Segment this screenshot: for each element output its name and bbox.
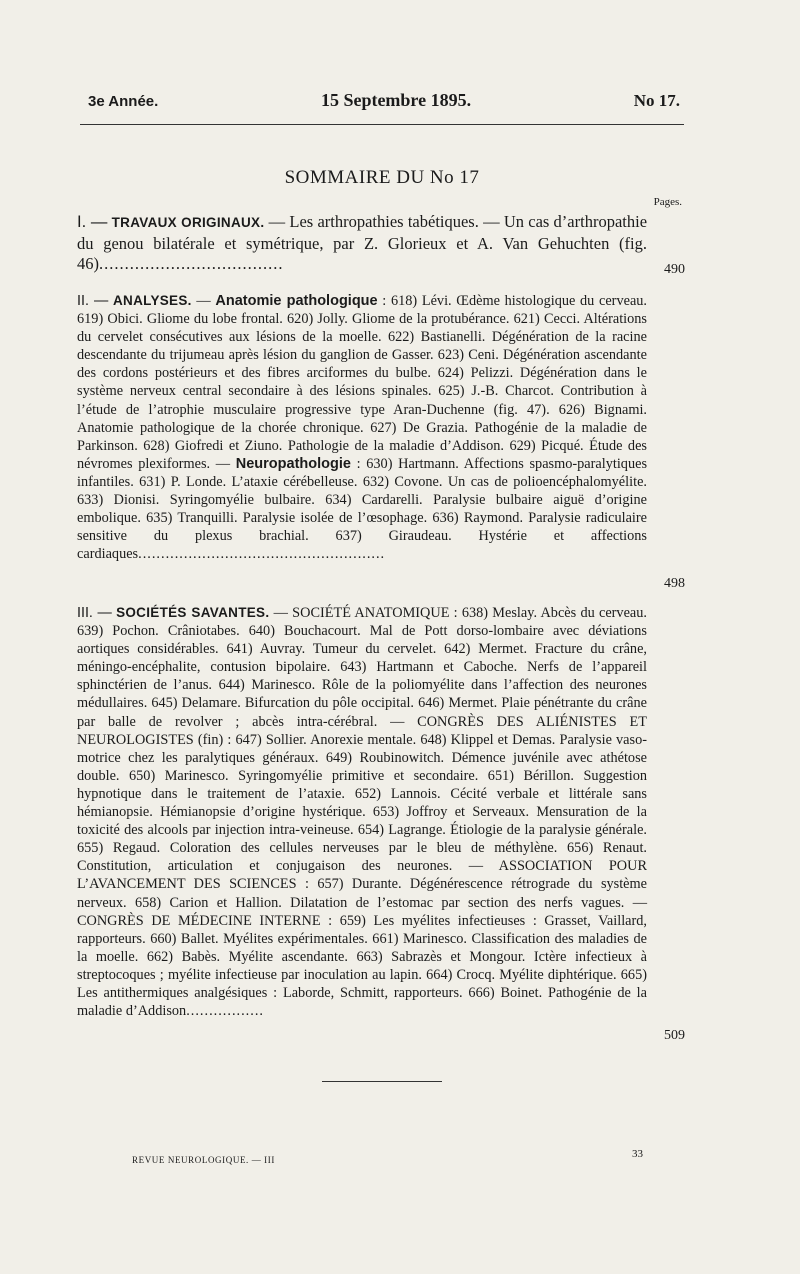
section-analyses [77,292,647,563]
section-number: II. — [77,293,109,309]
section-text: : 630) Hartmann. Affections spasmo-paralytiques infantiles. 631) P. Londe. L’ataxie cérébelleuse. 632) Covone. Un cas de polioencéphalomyélite. 633) Dionisi. Syringomyélie bulbaire. 634) Cardarelli. Paralysie bulbaire aiguë d’origine embolique. 635) Tranquilli. Paralysie isolée de l’œsophage. 636) Raymond. Paralysie radiculaire sensitive du plexus brachial. 637) Giraudeau. Hystérie et affections cardiaques [77,455,648,563]
pages-column-label: Pages. [653,196,682,208]
leader-dots: ................. [186,1003,264,1020]
section-heading: SOCIÉTÉS SAVANTES. [116,605,270,620]
subsection-heading: Neuropathologie [235,455,351,472]
section-societes-savantes [77,604,647,1020]
summary-title: SOMMAIRE DU No 17 [284,167,480,188]
section-entry [77,604,647,1020]
subsection-heading: Anatomie pathologique [215,293,378,309]
section-page-number: 498 [664,576,685,591]
leader-dots: ...................................................... [138,546,386,563]
closing-rule [322,1081,442,1082]
section-text: : 618) Lévi. Œdème histologique du cerveau. 619) Obici. Gliome du lobe frontal. 620) Jolly. Gliome de la protubérance. 621) Cecci. Altérations du cervelet consécutives aux lésions de la moelle. 622) Bastianelli. Dégénération de la racine descendante du trijumeau après lésion du ganglion de Gasser. 623) Ceni. Dégénération ascendante des cordons postérieurs et des fibres arciformes du bulbe. 624) Pelizzi. Dégénération dans le système nerveux central secondaire à des lésions spinales. 625) J.-B. Charcot. Contribution à l’étude de l’atrophie musculaire progressive type Aran-Duchenne (fig. 47). 626) Bignami. Anatomie pathologique de la chorée chronique. 627) De Grazia. Pathogénie de la maladie de Parkinson. 628) Giofredi et Ziuno. Pathologie de la maladie d’Addison. 629) Picqué. Étude des névromes plexiformes. — [77,293,648,472]
section-entry: II. — ANALYSES. — Anatomie pathologique : 618) Lévi. Œdème histologique du cerveau. 619) Obici. Gliome du lobe frontal. 620) Jolly. Gliome de la protubérance. 621) Cecci. Altérations du cervelet consécutives aux lésions de la moelle. 622) Bastianelli. Dégénération de la racine descendante du trijumeau après lésion du ganglion de Gasser. 623) Ceni. Dégénération ascendante des cordons postérieurs et des fibres arciformes du bulbe. 624) Pelizzi. Dégénération dans le système nerveux central secondaire à des lésions spinales. 625) J.-B. Charcot. Contribution à l’étude de l’atrophie musculaire progressive type Aran-Duchenne (fig. 47). 626) Bignami. Anatomie pathologique de la chorée chronique. 627) De Grazia. Pathogénie de la maladie de Parkinson. 628) Giofredi et Ziuno. Pathologie de la maladie d’Addison. 629) Picqué. Étude des névromes plexiformes. — Neuropathologie : 630) Hartmann. Affections spasmo-paralytiques infantiles. 631) P. Londe. L’ataxie cérébelleuse. 632) Covone. Un cas de polioencéphalomyélite. 633) Dionisi. Syringomyélie bulbaire. 634) Cardarelli. Paralysie bulbaire aiguë d’origine embolique. 635) Tranquilli. Paralysie isolée de l’œsophage. 636) Raymond. Paralysie radiculaire sensitive du plexus brachial. 637) Giraudeau. Hystérie et affections cardiaques...................................................... [77,293,648,563]
section-text: — SOCIÉTÉ ANATOMIQUE : 638) Meslay. Abcès du cerveau. 639) Pochon. Crâniotabes. 640) Bouchacourt. Mal de Pott dorso-lombaire avec déviations aortiques considérables. 641) Auvray. Tumeur du cervelet. 642) Mermet. Fracture du crâne, méningo-encéphalite, contusion bipolaire. 643) Hartmann et Caboche. Nerfs de l’appareil sphinctérien de l’anus. 644) Marinesco. Rôle de la poliomyélite dans l’affection des neurones médullaires. 645) Delamare. Bifurcation du pôle occipital. 646) Mermet. Plaie pénétrante du crâne par balle de revolver ; abcès intra-cérébral. — CONGRÈS DES ALIÉNISTES ET NEUROLOGISTES (fin) : 647) Sollier. Anorexie mentale. 648) Klippel et Demas. Paralysie vaso-motrice chez les paralytiques généraux. 649) Roubinowitch. Démence juvénile avec athétose double. 650) Marinesco. Syringomyélie primitive et secondaire. 651) Bérillon. Suggestion hypnotique dans le traitement de l’ataxie. 652) Lannois. Cécité verbale et littérale sans hémianopsie. Hémianopsie d’origine hystérique. 653) Joffroy et Serveaux. Mensuration de la toxicité des alcools par injection intra-veineuse. 654) Lagrange. Étiologie de la paralysie générale. 655) Regaud. Coloration des cellules nerveuses par le bleu de méthylène. 656) Renaut. Constitution, articulation et conjugaison des neurones. — ASSOCIATION POUR L’AVANCEMENT DES SCIENCES : 657) Durante. Dégénérescence rétrograde du système nerveux. 658) Carion et Hallion. Dilatation de l’estomac par section des nerfs vagues. — CONGRÈS DE MÉDECINE INTERNE : 659) Les myélites infectieuses : Grasset, Vaillard, rapporteurs. 660) Ballet. Myélites expérimentales. 661) Marinesco. Classification des maladies de la moelle. 662) Babès. Myélite ascendante. 663) Sabrazès et Mongour. Ictère infectieux à streptocoques ; myélite infectieuse par inoculation au lapin. 664) Crocq. Myélite diphtérique. 665) Les antithermiques analgésiques : Laborde, Schmitt, rapporteurs. 666) Boinet. Pathogénie de la maladie d’Addison [77,605,647,1020]
header-date: 15 Septembre 1895. [320,90,472,110]
section-heading: ANALYSES. [112,293,192,308]
header-rule [80,124,684,125]
leader-dots: .................................... [99,254,284,273]
section-travaux-originaux [77,212,647,275]
header-year: 3e Année. [88,93,159,110]
section-page-number: 509 [664,1028,685,1043]
section-page-number: 490 [664,262,685,277]
footer-journal-name: REVUE NEUROLOGIQUE. — III [132,1155,275,1165]
section-text: — Les arthropathies tabétiques. — Un cas d’arthropathie du genou bilatérale et symétrique, par Z. Glorieux et A. Van Gehuchten (fig. 46) [77,212,648,273]
footer-signature-number: 33 [632,1148,643,1160]
page-header [88,90,680,112]
section-number: I. — [77,213,108,231]
section-entry [77,212,647,275]
section-number: III. — [77,605,112,621]
section-heading: TRAVAUX ORIGINAUX. [111,215,265,230]
header-issue-number: No 17. [633,91,680,110]
